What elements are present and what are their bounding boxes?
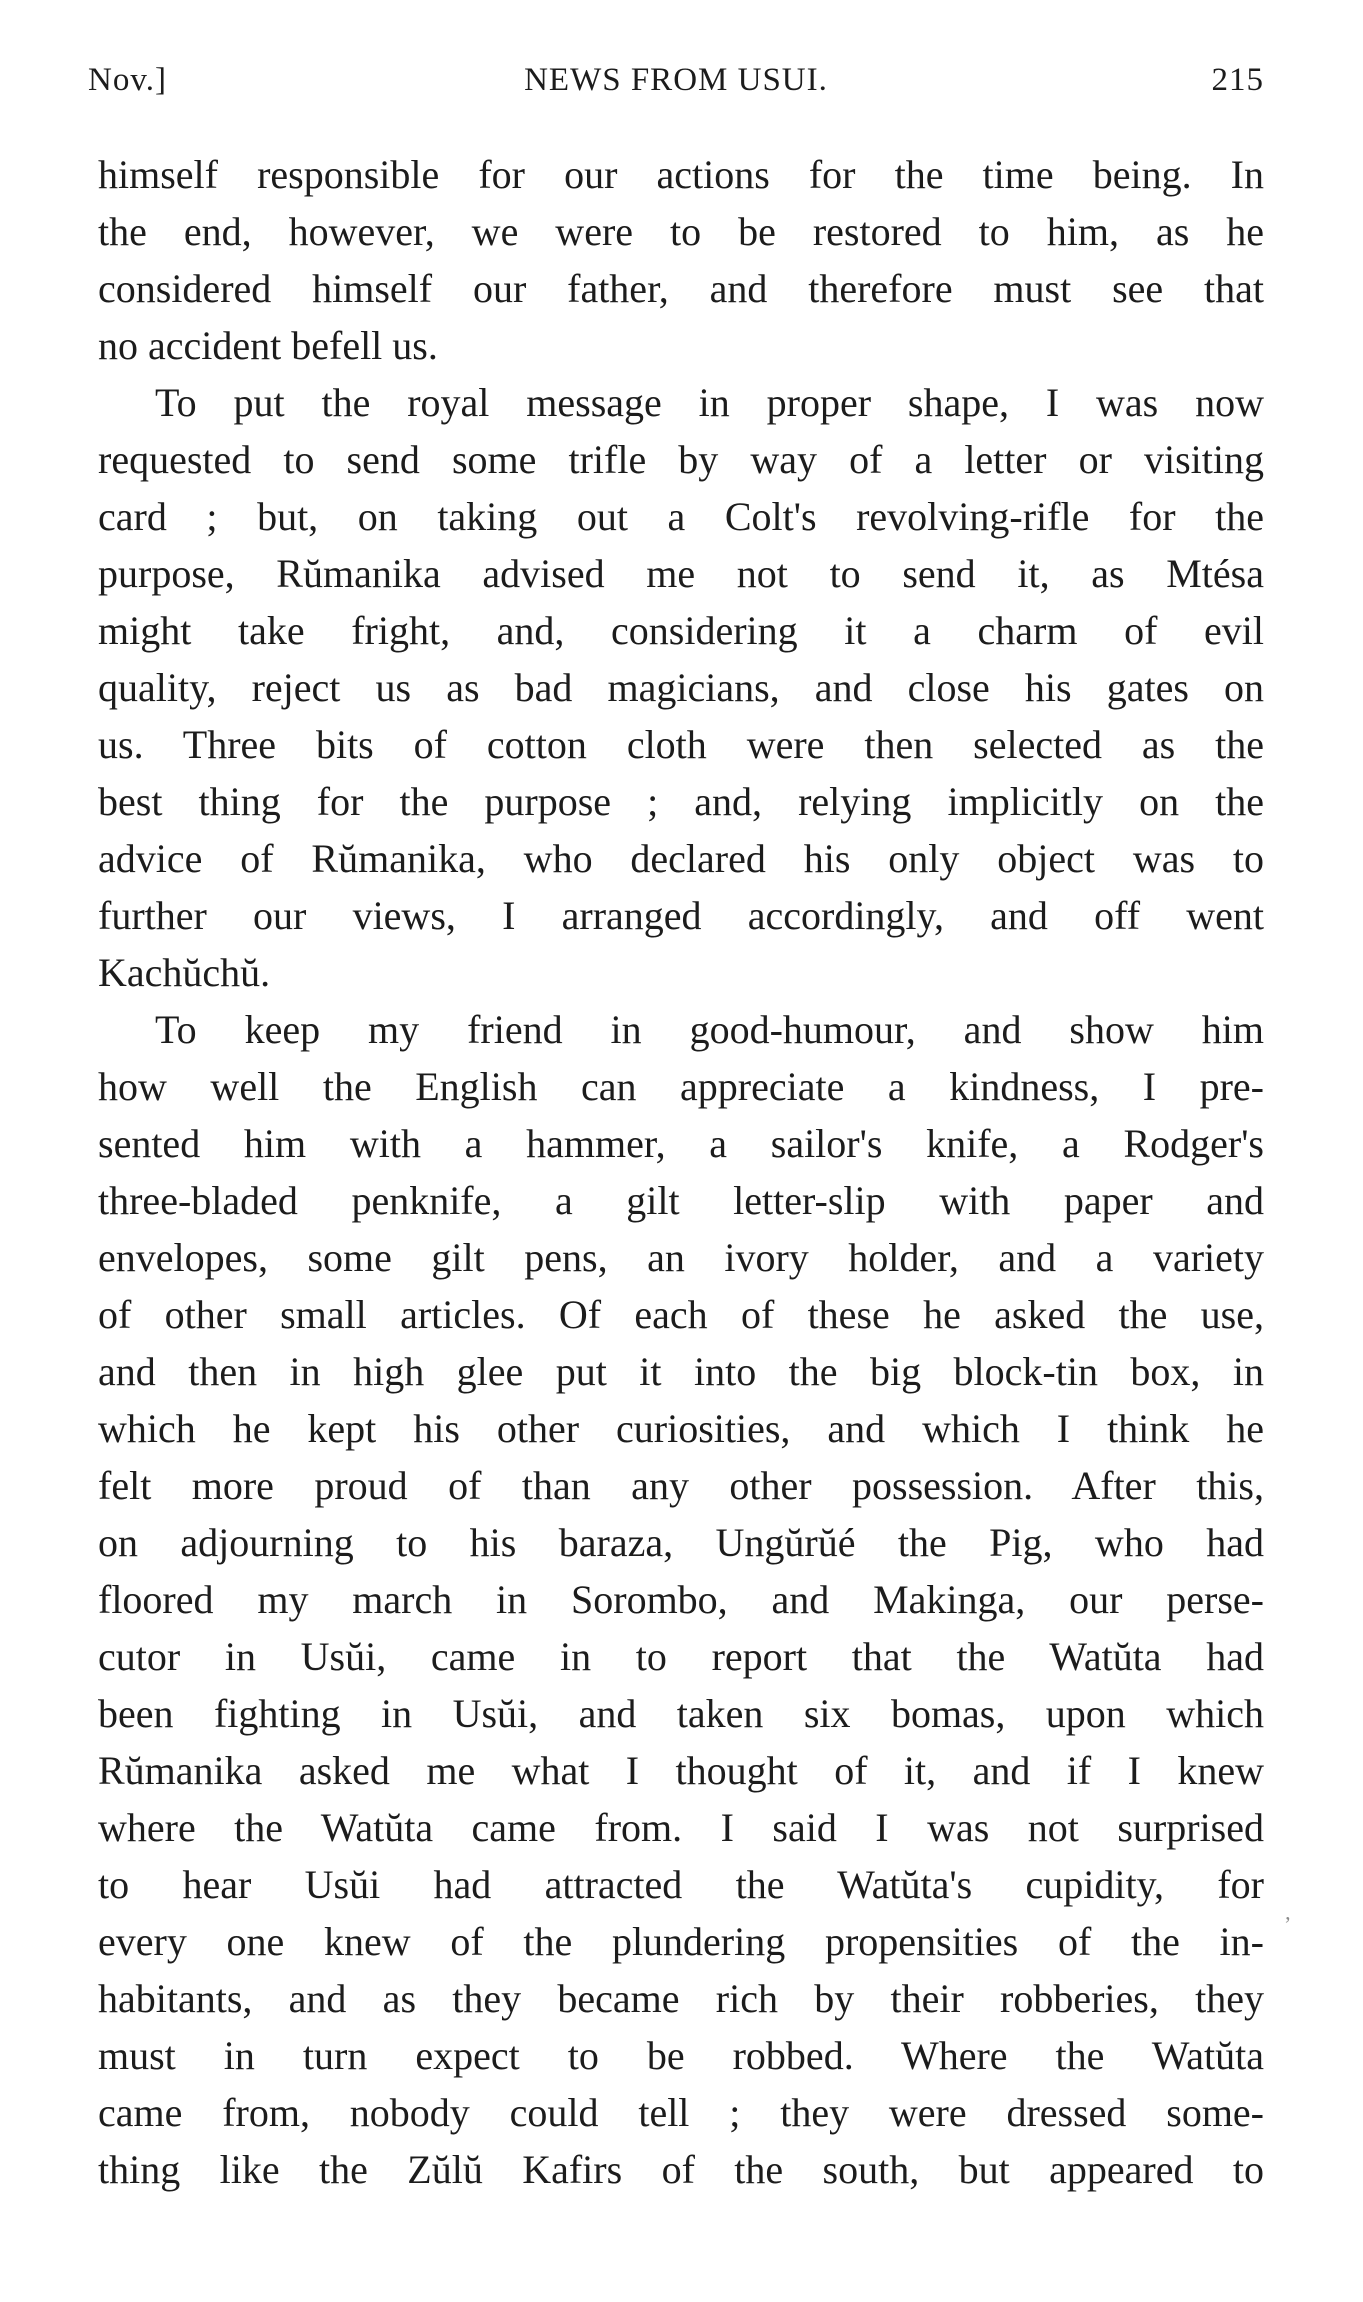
text-line: three-bladed penknife, a gilt letter-slip with paper and bbox=[98, 1178, 1264, 1223]
text-line: card ; but, on taking out a Colt's revolving-rifle for the bbox=[98, 494, 1264, 539]
page-number: 215 bbox=[1211, 62, 1264, 98]
text-line: felt more proud of than any other possession. After this, bbox=[98, 1463, 1264, 1508]
text-line: cutor in Usŭi, came in to report that the Watŭta had bbox=[98, 1634, 1264, 1679]
body-text bbox=[98, 146, 1264, 2198]
text-line: advice of Rŭmanika, who declared his only object was to bbox=[98, 836, 1264, 881]
margin-speck: ʼ bbox=[1284, 1912, 1292, 1937]
text-line: where the Watŭta came from. I said I was not surprised bbox=[98, 1805, 1264, 1850]
text-line: floored my march in Sorombo, and Makinga, our perse- bbox=[98, 1577, 1264, 1622]
text-line: the end, however, we were to be restored to him, as he bbox=[98, 209, 1264, 254]
text-line: been fighting in Usŭi, and taken six bomas, upon which bbox=[98, 1691, 1264, 1736]
text-line: no accident befell us. bbox=[98, 323, 438, 368]
text-line: to hear Usŭi had attracted the Watŭta's cupidity, for bbox=[98, 1862, 1264, 1907]
text-line: envelopes, some gilt pens, an ivory holder, and a variety bbox=[98, 1235, 1264, 1280]
text-line: himself responsible for our actions for the time being. In bbox=[98, 152, 1264, 197]
text-line: best thing for the purpose ; and, relying implicitly on the bbox=[98, 779, 1264, 824]
text-line: came from, nobody could tell ; they were dressed some- bbox=[98, 2090, 1264, 2135]
text-line: us. Three bits of cotton cloth were then selected as the bbox=[98, 722, 1264, 767]
month-label: Nov.] bbox=[88, 62, 167, 98]
text-line: how well the English can appreciate a kindness, I pre- bbox=[98, 1064, 1264, 1109]
text-line: further our views, I arranged accordingly, and off went bbox=[98, 893, 1264, 938]
paragraph-start-line: To keep my friend in good-humour, and show him bbox=[155, 1007, 1264, 1052]
text-line: every one knew of the plundering propensities of the in- bbox=[98, 1919, 1264, 1964]
text-line: sented him with a hammer, a sailor's knife, a Rodger's bbox=[98, 1121, 1264, 1166]
running-head bbox=[88, 62, 1264, 112]
text-line: Kachŭchŭ. bbox=[98, 950, 271, 995]
text-line: must in turn expect to be robbed. Where the Watŭta bbox=[98, 2033, 1264, 2078]
chapter-title: NEWS FROM USUI. bbox=[524, 62, 828, 98]
text-line: requested to send some trifle by way of a letter or visiting bbox=[98, 437, 1264, 482]
text-line: and then in high glee put it into the big block-tin box, in bbox=[98, 1349, 1264, 1394]
text-line: considered himself our father, and therefore must see that bbox=[98, 266, 1264, 311]
text-line: might take fright, and, considering it a charm of evil bbox=[98, 608, 1264, 653]
text-line: quality, reject us as bad magicians, and close his gates on bbox=[98, 665, 1264, 710]
text-line: habitants, and as they became rich by their robberies, they bbox=[98, 1976, 1264, 2021]
text-line: Rŭmanika asked me what I thought of it, and if I knew bbox=[98, 1748, 1264, 1793]
text-line: which he kept his other curiosities, and which I think he bbox=[98, 1406, 1264, 1451]
text-line: thing like the Zŭlŭ Kafirs of the south, but appeared to bbox=[98, 2147, 1264, 2192]
text-line: purpose, Rŭmanika advised me not to send it, as Mtésa bbox=[98, 551, 1264, 596]
text-line: of other small articles. Of each of these he asked the use, bbox=[98, 1292, 1264, 1337]
paragraph-start-line: To put the royal message in proper shape, I was now bbox=[155, 380, 1264, 425]
text-line: on adjourning to his baraza, Ungŭrŭé the Pig, who had bbox=[98, 1520, 1264, 1565]
